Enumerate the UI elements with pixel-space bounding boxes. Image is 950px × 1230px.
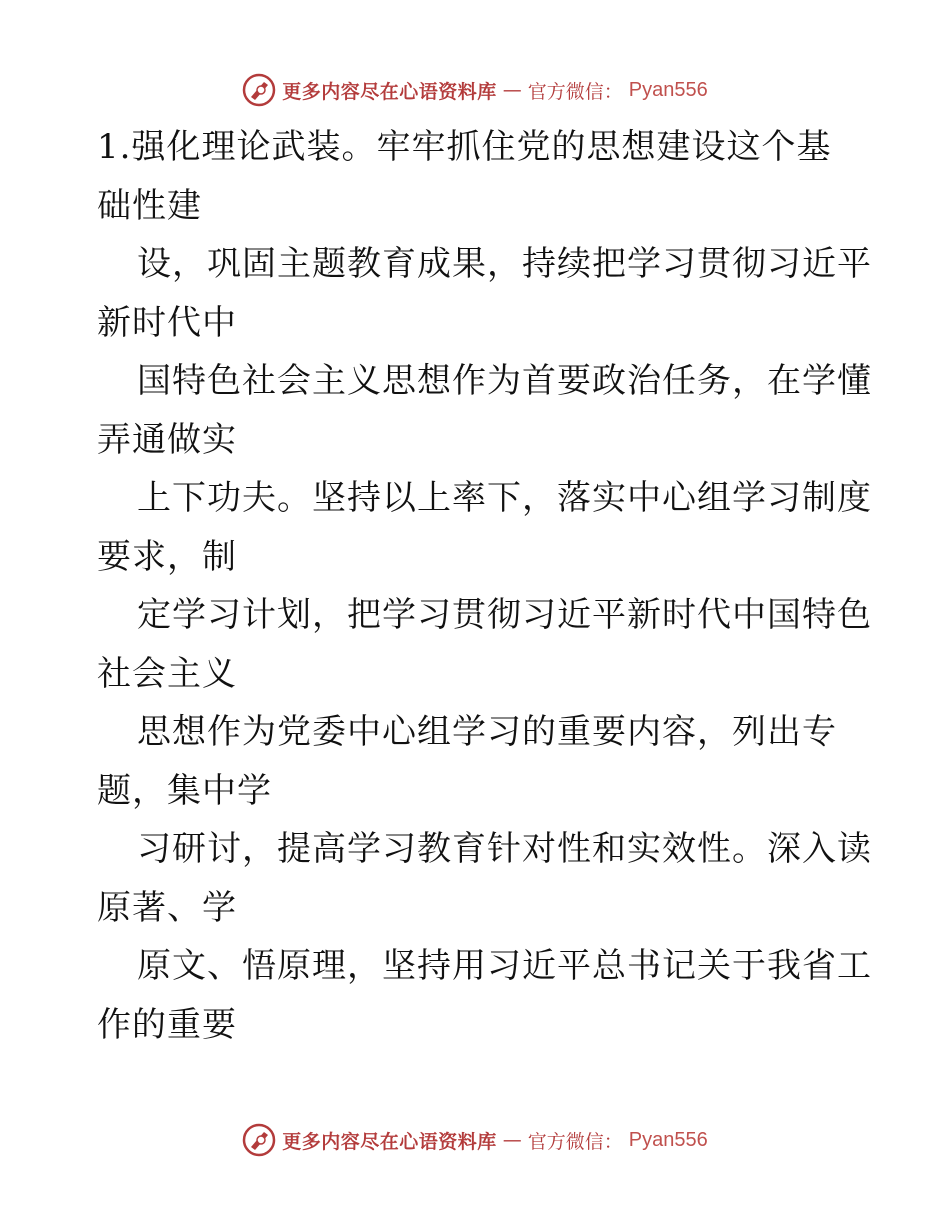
- text-line: 习研讨，提高学习教育针对性和实效性。深入读: [137, 829, 872, 869]
- document-body: [97, 118, 872, 1054]
- text-line: 原文、悟原理，坚持用习近平总书记关于我省工: [137, 946, 872, 986]
- text-line: 原著、学: [97, 887, 237, 928]
- text-line: 1.强化理论武装。牢牢抓住党的思想建设这个基: [97, 127, 832, 167]
- text-line: 题，集中学: [97, 770, 272, 811]
- logo-icon: [242, 1123, 276, 1157]
- text-line: 新时代中: [97, 302, 237, 343]
- banner-separator: —: [502, 79, 522, 101]
- text-line: 作的重要: [97, 1004, 237, 1045]
- text-line: 设，巩固主题教育成果，持续把学习贯彻习近平: [137, 244, 872, 284]
- text-line: 定学习计划，把学习贯彻习近平新时代中国特色: [137, 595, 872, 635]
- banner-wechat-id: Pyan556: [628, 1128, 708, 1151]
- text-line: 国特色社会主义思想作为首要政治任务，在学懂: [137, 361, 872, 401]
- banner-separator: —: [502, 1129, 522, 1151]
- footer-banner: [0, 1118, 950, 1162]
- text-line: 要求，制: [97, 536, 237, 577]
- banner-wechat-label: 官方微信：: [527, 1130, 623, 1153]
- text-line: 上下功夫。坚持以上率下，落实中心组学习制度: [137, 478, 872, 518]
- logo-icon: [242, 73, 276, 107]
- text-line: 思想作为党委中心组学习的重要内容，列出专: [137, 712, 837, 752]
- text-line: 社会主义: [97, 653, 237, 694]
- text-line: 础性建: [97, 185, 202, 226]
- banner-slogan: 更多内容尽在心语资料库: [282, 80, 497, 103]
- header-banner: [0, 68, 950, 112]
- banner-wechat-label: 官方微信：: [527, 80, 623, 103]
- banner-wechat-id: Pyan556: [628, 78, 708, 101]
- text-line: 弄通做实: [97, 419, 237, 460]
- banner-slogan: 更多内容尽在心语资料库: [282, 1130, 497, 1153]
